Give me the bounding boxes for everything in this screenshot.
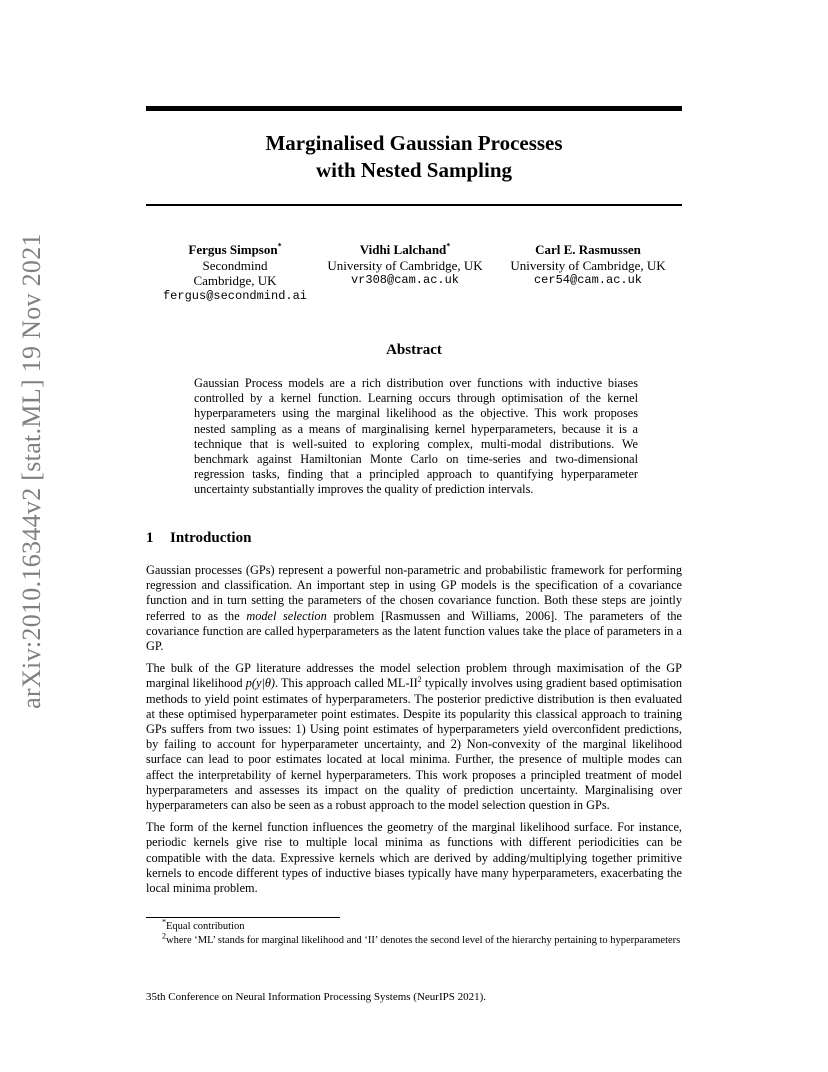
conference-note: 35th Conference on Neural Information Processing Systems (NeurIPS 2021). [146, 991, 487, 1003]
paragraph-2: The bulk of the GP literature addresses the model selection problem through maximisation of the GP marginal likelihood p(y|θ). This approach called $ML-II^2$ typically involves using gradient based optimisation methods to yield point estimates of hyperparameters. The posterior predictive distribution is then evaluated at these optimised hyperparameter point estimates. Despite its popularity this classical approach to training GPs suffers from two issues: 1) Using point estimates of hyperparameters yield overconfident predictions, by failing to account for hyperparameter uncertainty, and 2) Non-convexity of the marginal likelihood surface can lead to poor estimates located at local minima. Further, the presence of multiple modes can affect the interpretability of kernel hyperparameters. This work proposes a principled treatment of model hyperparameters and assesses its impact on the quality of prediction uncertainty. Marginalising over hyperparameters can also be seen as a robust approach to the model selection question in GPs. [146, 661, 683, 813]
author-name: Vidhi Lalchand* [359, 241, 451, 257]
author-block-3 [498, 242, 678, 289]
title-rule-bottom [146, 204, 682, 206]
author-block-1 [140, 242, 330, 304]
abstract-heading: Abstract [386, 342, 442, 358]
author-email[interactable]: vr308@cam.ac.uk [350, 273, 460, 287]
equal-contribution-mark: * [277, 241, 282, 251]
body-text [146, 563, 682, 903]
author-name: Fergus Simpson* [188, 241, 282, 257]
equal-contribution-mark: * [446, 241, 451, 251]
emphasis-model-selection: model selection [246, 608, 327, 623]
author-block-2 [318, 242, 492, 289]
abstract-text: Gaussian Process models are a rich distribution over functions with inductive biases controlled by a kernel function. Learning occurs through optimisation of the kernel hyperparameters using the marginal likelihood as the objective. This work proposes nested sampling as a means of marginalising kernel hyperparameters, because it is a technique that is well-suited to exploring complex, multi-modal distributions. We benchmark against Hamiltonian Monte Carlo on time-series and two-dimensional regression tasks, finding that a principled approach to quantifying hyperparameter uncertainty substantially improves the quality of prediction intervals. [194, 376, 638, 497]
author-name: Carl E. Rasmussen [535, 242, 641, 257]
section-heading [146, 530, 251, 547]
footnotes [146, 917, 682, 947]
math-marginal-likelihood: p(y|θ) [245, 676, 275, 691]
paper-title [146, 130, 682, 184]
arxiv-identifier-text: arXiv:2010.16344v2 [stat.ML] 19 Nov 2021 [17, 233, 46, 709]
author-affiliation: Secondmind [202, 257, 268, 273]
title-line-1: Marginalised Gaussian Processes [265, 131, 563, 155]
paragraph-1: Gaussian processes (GPs) represent a powerful non-parametric and probabilistic framework for performing regression and classification. An important step in using GP models is the specification of a covariance function and in turn setting the parameters of the chosen covariance function. Both these steps are jointly referred to as the model selection problem [Rasmussen and Williams, 2006]. The parameters of the covariance function are called hyperparameters as the latent function values take the place of parameters in a GP. [146, 563, 682, 654]
arxiv-identifier [12, 233, 52, 709]
section-title: Introduction [170, 530, 252, 546]
footnote-1: *Equal contribution [162, 917, 245, 932]
author-affiliation: University of Cambridge, UK [510, 257, 666, 273]
author-location: Cambridge, UK [193, 273, 277, 288]
section-number: 1 [146, 530, 154, 546]
author-email[interactable]: cer54@cam.ac.uk [533, 273, 643, 287]
title-line-2: with Nested Sampling [315, 158, 513, 182]
paragraph-3: The form of the kernel function influences the geometry of the marginal likelihood surface. For instance, periodic kernels give rise to multiple local minima as functions with different periodicities can be compatible with the data. Expressive kernels which are derived by adding/multiplying together primitive kernels to encode different types of inductive biases typically have many hyperparameters, exacerbating the local minima problem. [146, 820, 682, 896]
author-email[interactable]: fergus@secondmind.ai [162, 288, 308, 303]
title-rule-top [146, 106, 682, 111]
footnote-mark: 2 [417, 675, 422, 685]
author-affiliation: University of Cambridge, UK [327, 257, 483, 273]
footnote-rule [146, 917, 340, 918]
footnote-2: $^2$where ‘ML’ stands for marginal likelihood and ‘II’ denotes the second level of the hierarchy pertaining to hyperparameters [162, 931, 681, 946]
